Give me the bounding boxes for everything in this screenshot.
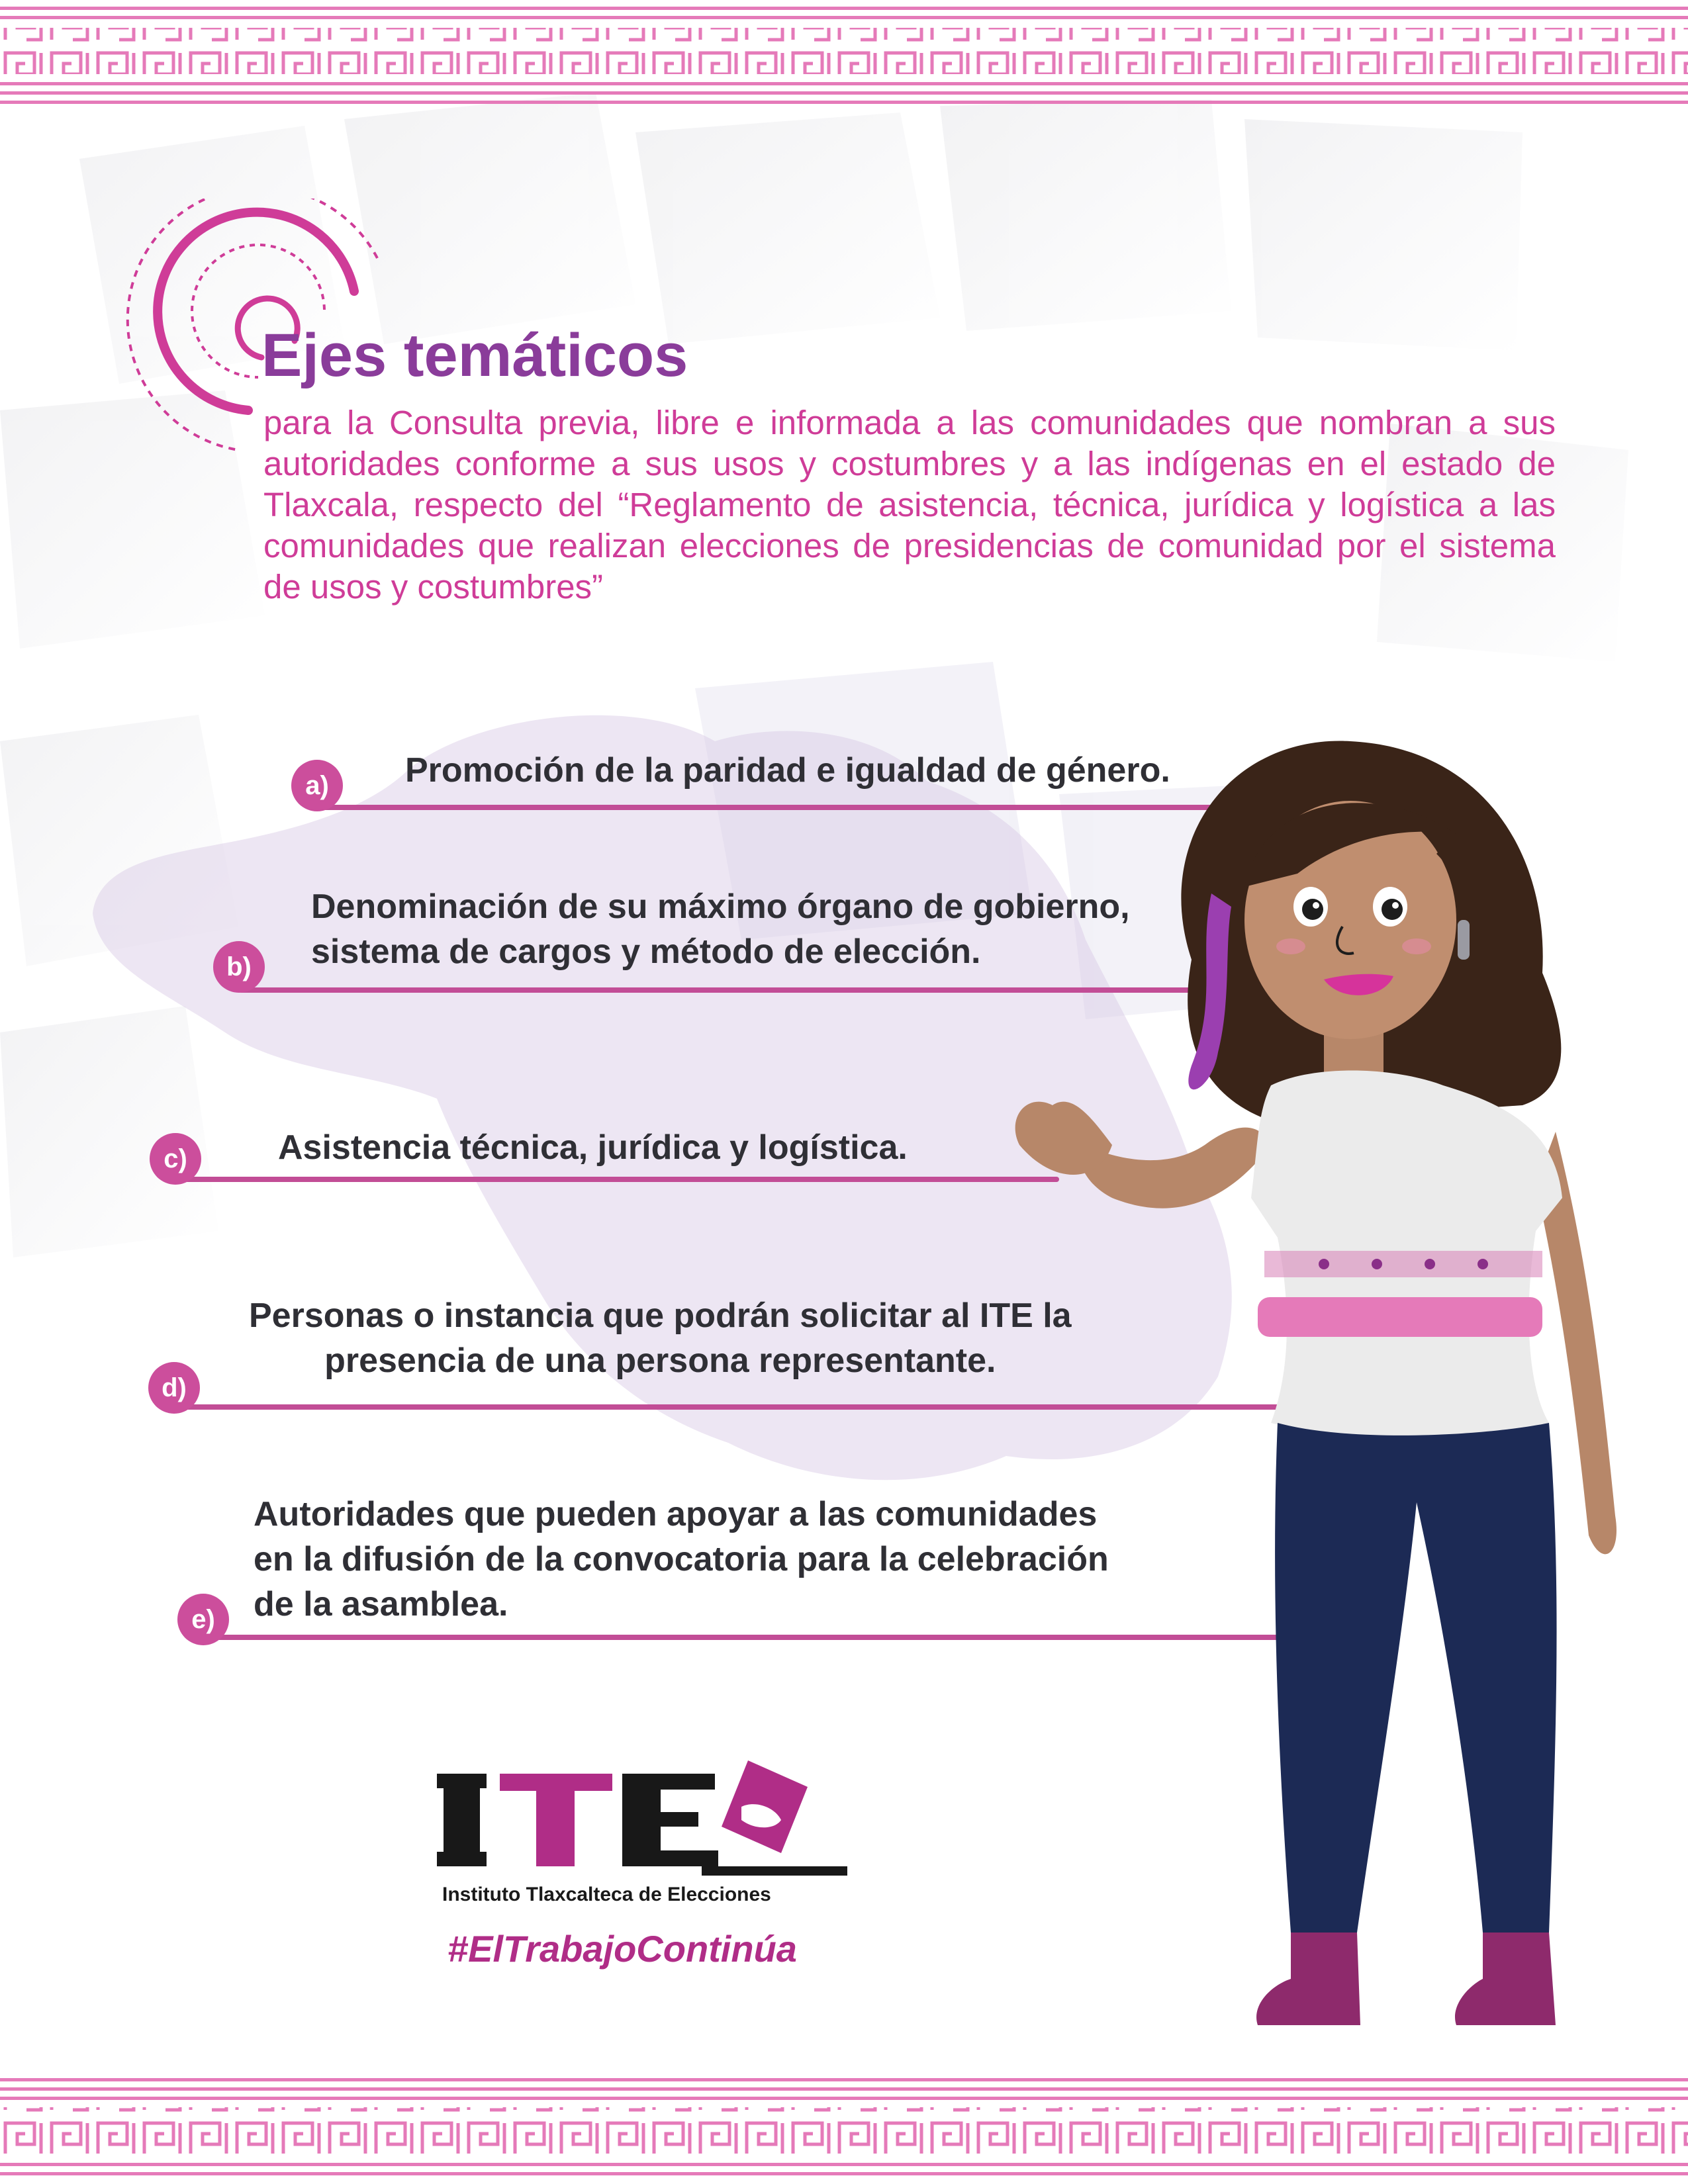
axis-line-text: Personas o instancia que podrán solicitar al ITE la bbox=[249, 1297, 1072, 1335]
axis-text bbox=[249, 1293, 1072, 1383]
axis-text bbox=[278, 1125, 908, 1170]
axis-letter: b) bbox=[213, 941, 265, 993]
axis-letter: d) bbox=[148, 1362, 200, 1414]
intro-paragraph: para la Consulta previa, libre e informada a las comunidades que nombran a sus autoridades conforme a sus usos y costumbres y a las indígenas en el estado de Tlaxcala, respecto del “Reglamento de asistencia, técnica, jurídica y logística a las comunidades que realizan elecciones de presidencias de comunidad por el sistema de usos y costumbres” bbox=[263, 404, 1556, 606]
axis-line-text: Autoridades que pueden apoyar a las comunidades bbox=[254, 1495, 1098, 1533]
ite-logo bbox=[437, 1747, 861, 1906]
ite-logo-letters bbox=[437, 1774, 718, 1866]
axis-line-text: de la asamblea. bbox=[254, 1585, 508, 1623]
axis-line-text: Promoción de la paridad e igualdad de género. bbox=[405, 751, 1170, 790]
axis-letter: a) bbox=[291, 760, 343, 811]
axis-line-text: sistema de cargos y método de elección. bbox=[311, 933, 981, 971]
hashtag: #ElTrabajoContinúa bbox=[447, 1928, 797, 1970]
page-title: Ejes temáticos bbox=[261, 322, 688, 389]
axis-line-text: Asistencia técnica, jurídica y logística. bbox=[278, 1128, 908, 1167]
axis-line-text: en la difusión de la convocatoria para la celebración bbox=[254, 1540, 1109, 1578]
ballot-box-icon bbox=[702, 1760, 847, 1876]
axis-line-text: Denominación de su máximo órgano de gobierno, bbox=[311, 887, 1130, 926]
axis-underline bbox=[172, 1177, 1059, 1182]
woman-illustration bbox=[980, 721, 1681, 2085]
axis-letter: e) bbox=[177, 1594, 229, 1645]
axis-letter: c) bbox=[150, 1133, 201, 1185]
axis-line-text: presencia de una persona representante. bbox=[324, 1342, 996, 1380]
logo-caption: Instituto Tlaxcalteca de Elecciones bbox=[442, 1884, 771, 1905]
